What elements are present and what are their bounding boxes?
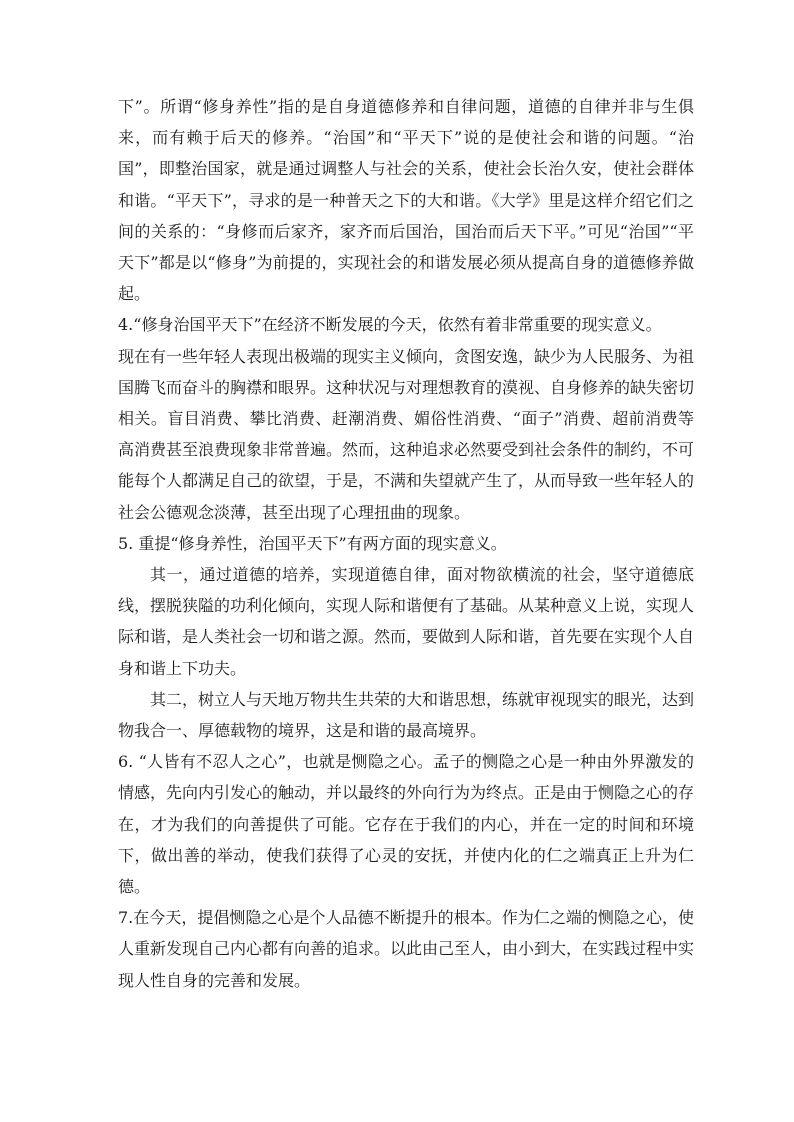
paragraph-first-meaning: 其一，通过道德的培养，实现道德自律，面对物欲横流的社会，坚守道德底线，摆脱狭隘的功利化倾向，实现人际和谐便有了基础。从某种意义上说，实现人际和谐，是人类社会一切和谐之源。然而，要做到人际和谐，首先要在实现个人自身和谐上下功夫。 xyxy=(118,565,695,678)
paragraph-point-4: 4.“修身治国平天下”在经济不断发展的今天，依然有着非常重要的现实意义。 xyxy=(118,315,662,335)
document-body xyxy=(118,91,694,996)
paragraph-point-6: 6. “人皆有不忍人之心”，也就是恻隐之心。孟子的恻隐之心是一种由外界激发的情感，先向内引发心的触动，并以最终的外向行为为终点。正是由于恻隐之心的存在，才为我们的向善提供了可能。它存在于我们的内心，并在一定的时间和环境下，做出善的举动，使我们获得了心灵的安抚，并使内化的仁之端真正上升为仁德。 xyxy=(118,752,695,897)
paragraph-point-5: 5. 重提“修身养性，治国平天下”有两方面的现实意义。 xyxy=(118,533,507,553)
paragraph-second-meaning: 其二，树立人与天地万物共生共荣的大和谐思想，练就审视现实的眼光，达到物我合一、厚德载物的境界，这是和谐的最高境界。 xyxy=(118,689,695,741)
paragraph-youth-consumption: 现在有一些年轻人表现出极端的现实主义倾向，贪图安逸，缺少为人民服务、为祖国腾飞而奋斗的胸襟和眼界。这种状况与对理想教育的漠视、自身修养的缺失密切相关。盲目消费、攀比消费、赶潮消费、媚俗性消费、“面子”消费、超前消费等高消费甚至浪费现象非常普遍。然而，这种追求必然要受到社会条件的制约，不可能每个人都满足自己的欲望，于是，不满和失望就产生了，从而导致一些年轻人的社会公德观念淡薄，甚至出现了心理扭曲的现象。 xyxy=(118,346,695,522)
paragraph-continued: 下”。所谓“修身养性”指的是自身道德修养和自律问题，道德的自律并非与生俱来，而有赖于后天的修养。“治国”和“平天下”说的是使社会和谐的问题。“治国”，即整治国家，就是通过调整人与社会的关系，使社会长治久安，使社会群体和谐。“平天下”，寻求的是一种普天之下的大和谐。《大学》里是这样介绍它们之间的关系的：“身修而后家齐，家齐而后国治，国治而后天下平。”可见“治国”“平天下”都是以“修身”为前提的，实现社会的和谐发展必须从提高自身的道德修养做起。 xyxy=(118,97,694,304)
paragraph-point-7: 7.在今天，提倡恻隐之心是个人品德不断提升的根本。作为仁之端的恻隐之心，使人重新发现自己内心都有向善的追求。以此由己至人，由小到大，在实践过程中实现人性自身的完善和发展。 xyxy=(118,908,695,990)
